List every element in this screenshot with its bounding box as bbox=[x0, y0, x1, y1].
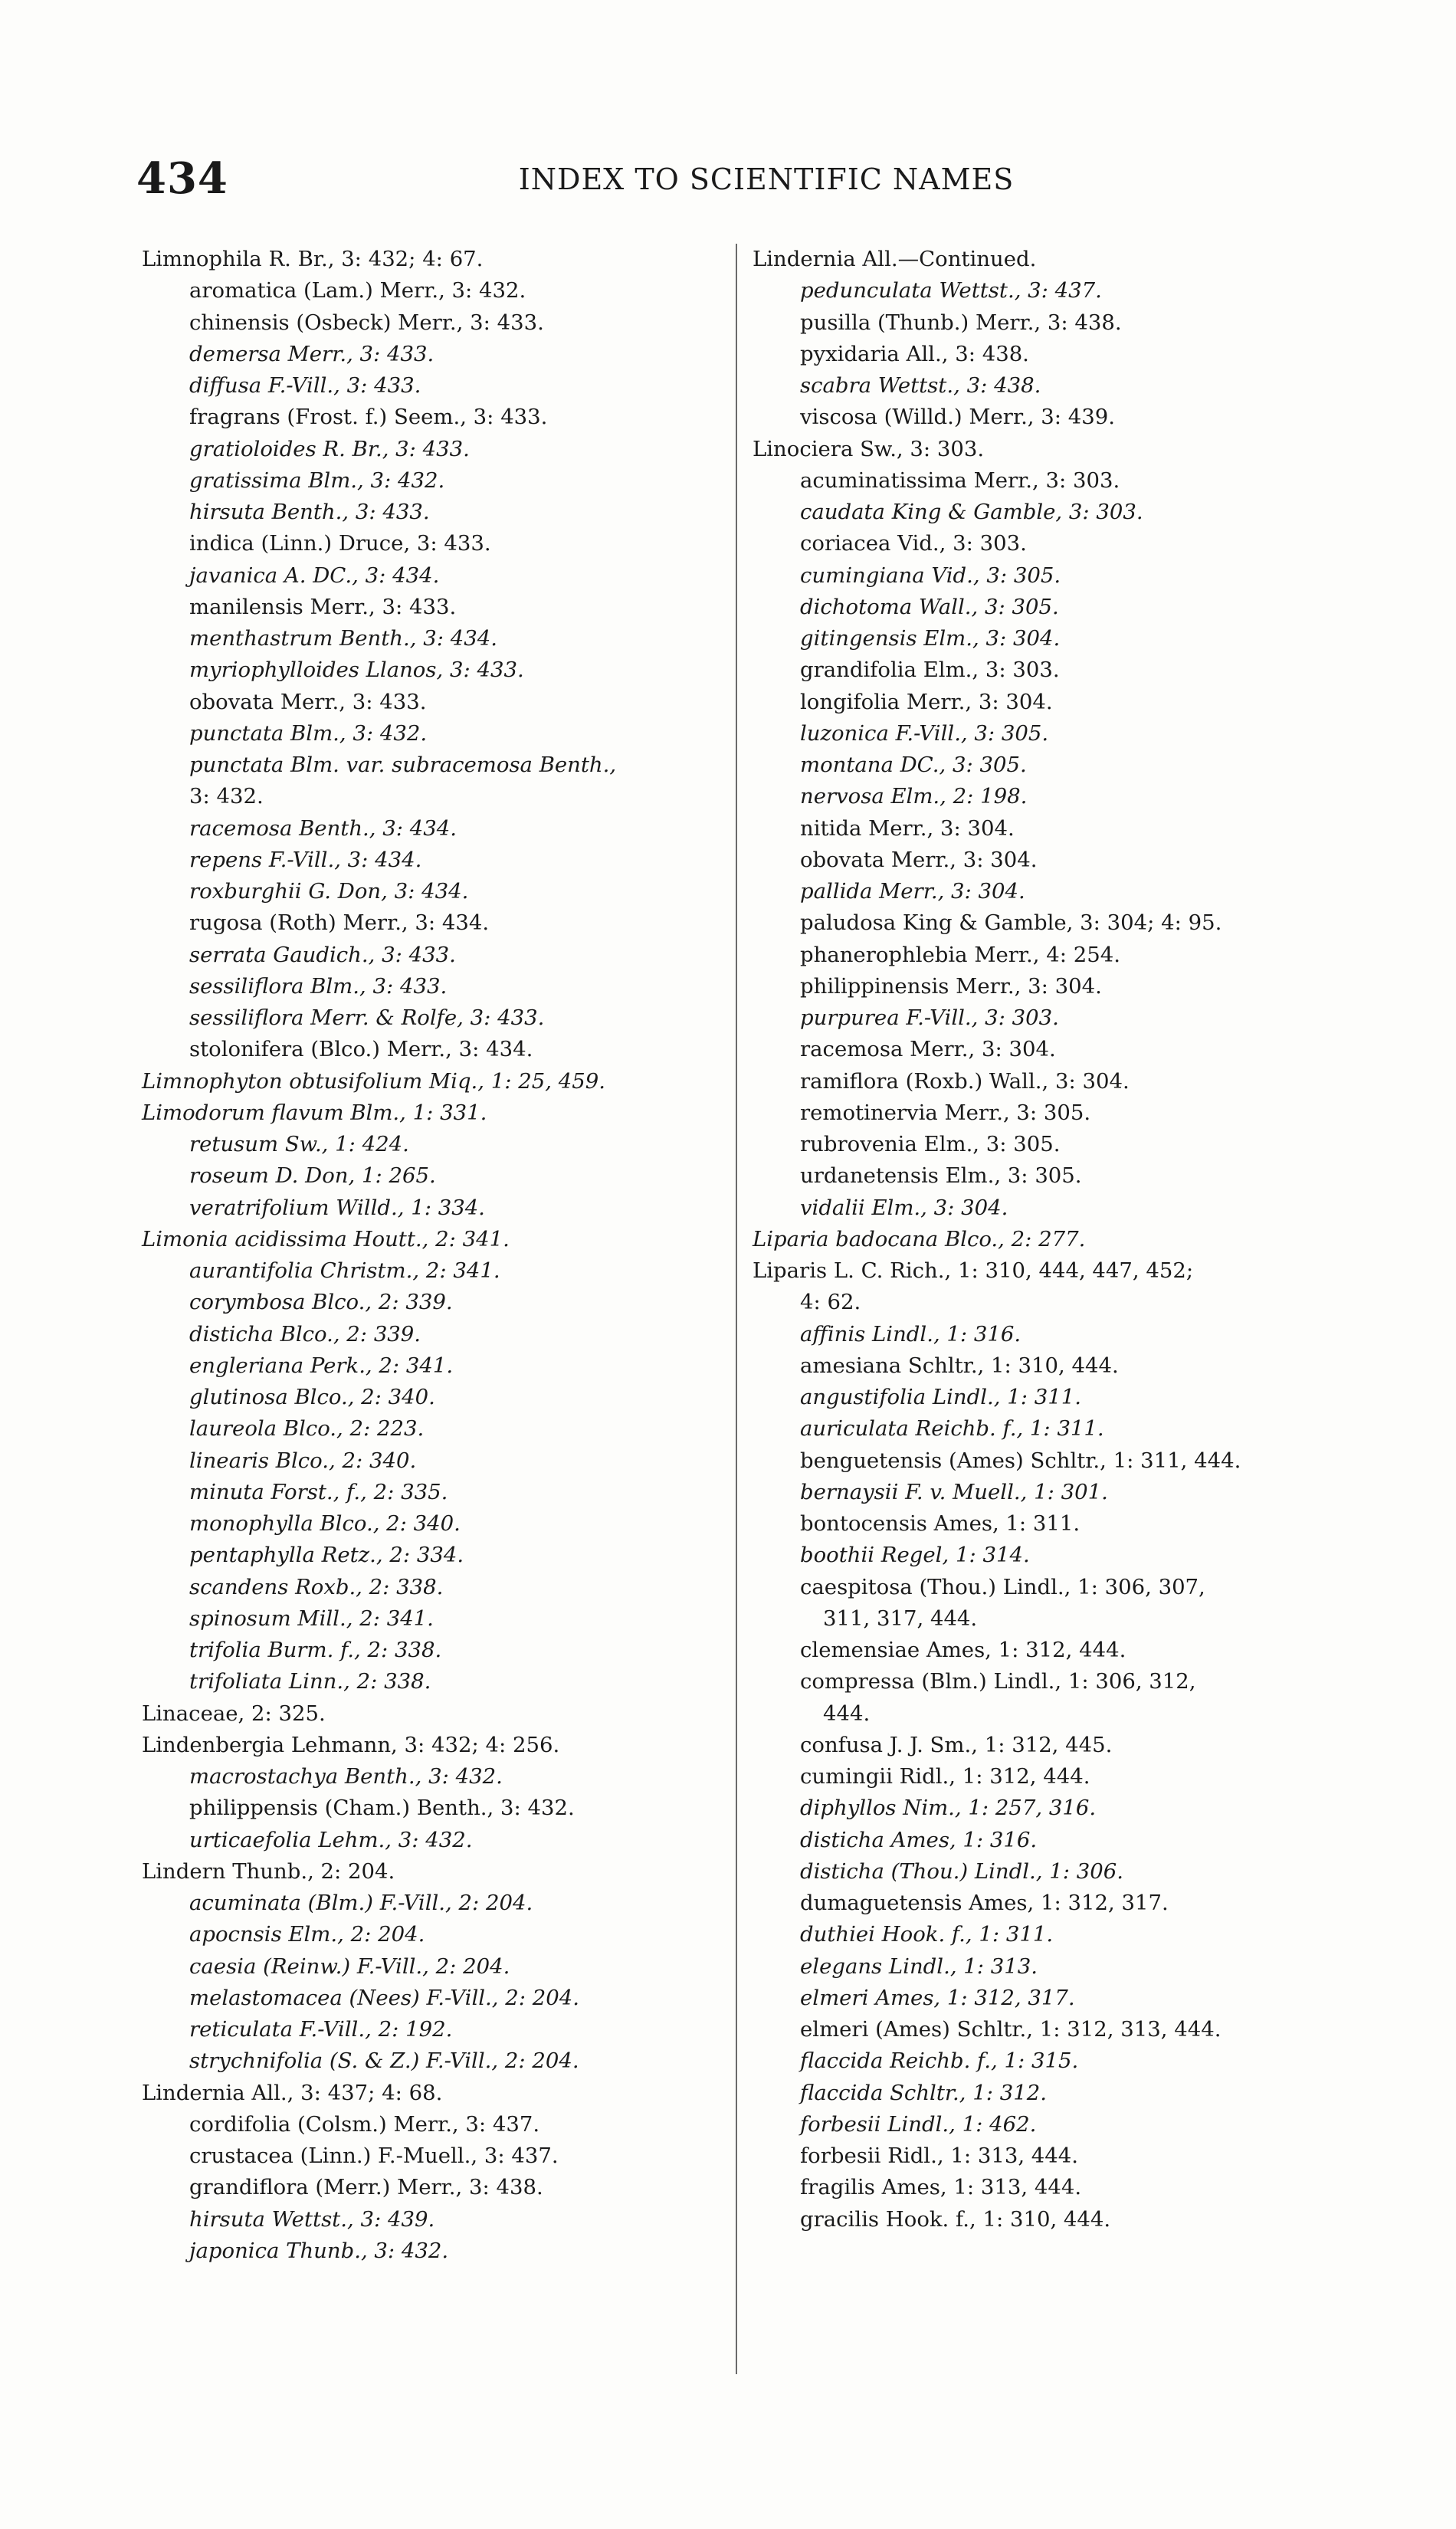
index-subentry: confusa J. J. Sm., 1: 312, 445. bbox=[800, 1732, 1113, 1757]
index-subentry: serrata Gaudich., 3: 433. bbox=[189, 942, 456, 967]
index-subentry: aurantifolia Christm., 2: 341. bbox=[189, 1258, 500, 1283]
index-subentry: monophylla Blco., 2: 340. bbox=[189, 1511, 461, 1536]
index-subentry: elmeri (Ames) Schltr., 1: 312, 313, 444. bbox=[800, 2017, 1222, 2042]
index-subentry: dichotoma Wall., 3: 305. bbox=[800, 594, 1059, 619]
index-subentry: montana DC., 3: 305. bbox=[800, 753, 1027, 777]
index-subentry: luzonica F.-Vill., 3: 305. bbox=[800, 720, 1049, 746]
index-subentry: vidalii Elm., 3: 304. bbox=[800, 1195, 1008, 1220]
index-subentry: gitingensis Elm., 3: 304. bbox=[800, 626, 1061, 651]
index-subentry: affinis Lindl., 1: 316. bbox=[800, 1321, 1021, 1347]
index-subentry: rugosa (Roth) Merr., 3: 434. bbox=[189, 910, 490, 936]
index-subentry: gracilis Hook. f., 1: 310, 444. bbox=[800, 2206, 1111, 2232]
index-subentry: sessiliflora Merr. & Rolfe, 3: 433. bbox=[189, 1005, 545, 1030]
index-subentry: cumingiana Vid., 3: 305. bbox=[800, 563, 1061, 588]
index-subentry: boothii Regel, 1: 314. bbox=[800, 1543, 1030, 1568]
index-subentry: sessiliflora Blm., 3: 433. bbox=[189, 973, 448, 999]
index-subentry: gratioloides R. Br., 3: 433. bbox=[189, 436, 470, 461]
index-subentry: hirsuta Benth., 3: 433. bbox=[189, 500, 430, 524]
index-subentry: diphyllos Nim., 1: 257, 316. bbox=[800, 1796, 1097, 1821]
index-subentry: philippinensis Merr., 3: 304. bbox=[800, 973, 1102, 999]
index-subentry: urdanetensis Elm., 3: 305. bbox=[800, 1163, 1082, 1189]
index-subentry: indica (Linn.) Druce, 3: 433. bbox=[189, 531, 491, 556]
index-subentry: trifolia Burm. f., 2: 338. bbox=[189, 1638, 442, 1662]
index-subentry: pusilla (Thunb.) Merr., 3: 438. bbox=[800, 310, 1122, 335]
index-subentry: javanica A. DC., 3: 434. bbox=[189, 563, 440, 588]
index-subentry: disticha Blco., 2: 339. bbox=[189, 1321, 421, 1347]
index-entry: Liparia badocana Blco., 2: 277. bbox=[753, 1226, 1086, 1251]
index-subentry: minuta Forst., f., 2: 335. bbox=[189, 1479, 448, 1504]
index-subentry: obovata Merr., 3: 304. bbox=[800, 847, 1038, 872]
index-subentry: viscosa (Willd.) Merr., 3: 439. bbox=[800, 405, 1116, 430]
index-subentry: longifolia Merr., 3: 304. bbox=[800, 689, 1053, 714]
index-subentry: 311, 317, 444. bbox=[823, 1606, 978, 1631]
index-subentry: bernaysii F. v. Muell., 1: 301. bbox=[800, 1479, 1108, 1504]
index-subentry: aromatica (Lam.) Merr., 3: 432. bbox=[189, 278, 526, 303]
index-entry: Linociera Sw., 3: 303. bbox=[753, 436, 985, 461]
index-subentry: apocnsis Elm., 2: 204. bbox=[189, 1922, 425, 1947]
index-subentry: roxburghii G. Don, 3: 434. bbox=[189, 879, 469, 904]
index-entry: Liparis L. C. Rich., 1: 310, 444, 447, 452; bbox=[753, 1258, 1194, 1283]
page-number: 434 bbox=[136, 153, 228, 204]
index-subentry: flaccida Reichb. f., 1: 315. bbox=[800, 2048, 1079, 2074]
index-subentry: elmeri Ames, 1: 312, 317. bbox=[800, 1985, 1075, 2010]
index-subentry: 3: 432. bbox=[189, 784, 264, 809]
index-subentry: forbesii Lindl., 1: 462. bbox=[800, 2111, 1037, 2137]
index-subentry: linearis Blco., 2: 340. bbox=[189, 1448, 417, 1473]
index-subentry: veratrifolium Willd., 1: 334. bbox=[189, 1195, 485, 1220]
index-subentry: punctata Blm. var. subracemosa Benth., bbox=[189, 753, 617, 777]
index-subentry: grandiflora (Merr.) Merr., 3: 438. bbox=[189, 2175, 543, 2200]
index-subentry: remotinervia Merr., 3: 305. bbox=[800, 1100, 1091, 1125]
index-subentry: glutinosa Blco., 2: 340. bbox=[189, 1385, 435, 1409]
index-subentry: flaccida Schltr., 1: 312. bbox=[800, 2080, 1047, 2105]
index-entry: Lindernia All.—Continued. bbox=[753, 247, 1037, 271]
index-column-right bbox=[753, 244, 1343, 2235]
index-subentry: myriophylloides Llanos, 3: 433. bbox=[189, 658, 524, 683]
index-subentry: engleriana Perk., 2: 341. bbox=[189, 1353, 454, 1378]
index-subentry: caespitosa (Thou.) Lindl., 1: 306, 307, bbox=[800, 1574, 1205, 1599]
index-subentry: clemensiae Ames, 1: 312, 444. bbox=[800, 1638, 1126, 1662]
index-subentry: grandifolia Elm., 3: 303. bbox=[800, 658, 1060, 683]
running-head: INDEX TO SCIENTIFIC NAMES bbox=[518, 162, 1015, 196]
index-subentry: purpurea F.-Vill., 3: 303. bbox=[800, 1005, 1059, 1030]
index-subentry: urticaefolia Lehm., 3: 432. bbox=[189, 1827, 473, 1852]
index-subentry: strychnifolia (S. & Z.) F.-Vill., 2: 204. bbox=[189, 2048, 579, 2074]
index-subentry: acuminata (Blm.) F.-Vill., 2: 204. bbox=[189, 1891, 533, 1915]
index-entry: Lindenbergia Lehmann, 3: 432; 4: 256. bbox=[142, 1732, 560, 1757]
column-divider bbox=[736, 244, 737, 2374]
index-entry: Lindernia All., 3: 437; 4: 68. bbox=[142, 2080, 443, 2105]
index-subentry: japonica Thunb., 3: 432. bbox=[189, 2238, 449, 2263]
index-entry: Limodorum flavum Blm., 1: 331. bbox=[142, 1100, 487, 1125]
index-subentry: cumingii Ridl., 1: 312, 444. bbox=[800, 1764, 1090, 1789]
index-subentry: disticha Ames, 1: 316. bbox=[800, 1827, 1038, 1852]
index-entry: Linaceae, 2: 325. bbox=[142, 1701, 326, 1726]
index-subentry: diffusa F.-Vill., 3: 433. bbox=[189, 373, 421, 398]
index-subentry: disticha (Thou.) Lindl., 1: 306. bbox=[800, 1858, 1123, 1884]
index-subentry: pedunculata Wettst., 3: 437. bbox=[800, 278, 1102, 303]
index-subentry: scabra Wettst., 3: 438. bbox=[800, 373, 1041, 398]
index-subentry: coriacea Vid., 3: 303. bbox=[800, 531, 1027, 556]
index-subentry: pallida Merr., 3: 304. bbox=[800, 879, 1025, 904]
index-subentry: crustacea (Linn.) F.-Muell., 3: 437. bbox=[189, 2144, 559, 2168]
index-subentry: nervosa Elm., 2: 198. bbox=[800, 784, 1028, 809]
index-subentry: repens F.-Vill., 3: 434. bbox=[189, 847, 422, 872]
index-subentry: roseum D. Don, 1: 265. bbox=[189, 1163, 436, 1189]
index-entry: Lindern Thunb., 2: 204. bbox=[142, 1858, 395, 1884]
index-subentry: phanerophlebia Merr., 4: 254. bbox=[800, 942, 1120, 967]
index-subentry: dumaguetensis Ames, 1: 312, 317. bbox=[800, 1891, 1169, 1915]
index-subentry: pyxidaria All., 3: 438. bbox=[800, 341, 1029, 366]
index-subentry: compressa (Blm.) Lindl., 1: 306, 312, bbox=[800, 1669, 1196, 1694]
index-subentry: pentaphylla Retz., 2: 334. bbox=[189, 1543, 464, 1568]
index-subentry: paludosa King & Gamble, 3: 304; 4: 95. bbox=[800, 910, 1222, 936]
index-subentry: menthastrum Benth., 3: 434. bbox=[189, 626, 497, 651]
index-subentry: chinensis (Osbeck) Merr., 3: 433. bbox=[189, 310, 544, 335]
index-subentry: benguetensis (Ames) Schltr., 1: 311, 444. bbox=[800, 1448, 1241, 1473]
index-subentry: rubrovenia Elm., 3: 305. bbox=[800, 1132, 1061, 1156]
index-subentry: auriculata Reichb. f., 1: 311. bbox=[800, 1416, 1104, 1442]
index-subentry: philippensis (Cham.) Benth., 3: 432. bbox=[189, 1796, 575, 1821]
index-subentry: scandens Roxb., 2: 338. bbox=[189, 1574, 444, 1599]
index-subentry: 444. bbox=[823, 1701, 871, 1726]
index-subentry: spinosum Mill., 2: 341. bbox=[189, 1606, 434, 1631]
index-subentry: caudata King & Gamble, 3: 303. bbox=[800, 500, 1143, 524]
index-subentry: ramiflora (Roxb.) Wall., 3: 304. bbox=[800, 1068, 1130, 1094]
index-subentry: duthiei Hook. f., 1: 311. bbox=[800, 1922, 1054, 1947]
index-subentry: bontocensis Ames, 1: 311. bbox=[800, 1511, 1081, 1536]
index-subentry: caesia (Reinw.) F.-Vill., 2: 204. bbox=[189, 1953, 510, 1979]
index-subentry: forbesii Ridl., 1: 313, 444. bbox=[800, 2144, 1079, 2168]
index-entry: Limnophila R. Br., 3: 432; 4: 67. bbox=[142, 247, 484, 271]
index-subentry: racemosa Benth., 3: 434. bbox=[189, 815, 457, 841]
index-subentry: retusum Sw., 1: 424. bbox=[189, 1132, 409, 1156]
index-subentry: punctata Blm., 3: 432. bbox=[189, 720, 428, 746]
index-subentry: demersa Merr., 3: 433. bbox=[189, 341, 435, 366]
index-subentry: trifoliata Linn., 2: 338. bbox=[189, 1669, 431, 1694]
index-entry: Limonia acidissima Houtt., 2: 341. bbox=[142, 1226, 510, 1251]
index-subentry: laureola Blco., 2: 223. bbox=[189, 1416, 425, 1442]
index-subentry: fragilis Ames, 1: 313, 444. bbox=[800, 2175, 1082, 2200]
index-subentry: 4: 62. bbox=[800, 1290, 861, 1315]
index-subentry: macrostachya Benth., 3: 432. bbox=[189, 1764, 503, 1789]
index-subentry: obovata Merr., 3: 433. bbox=[189, 689, 427, 714]
index-subentry: corymbosa Blco., 2: 339. bbox=[189, 1290, 453, 1315]
index-subentry: amesiana Schltr., 1: 310, 444. bbox=[800, 1353, 1119, 1378]
index-subentry: stolonifera (Blco.) Merr., 3: 434. bbox=[189, 1037, 533, 1062]
index-subentry: reticulata F.-Vill., 2: 192. bbox=[189, 2017, 453, 2042]
index-subentry: hirsuta Wettst., 3: 439. bbox=[189, 2206, 435, 2232]
index-subentry: fragrans (Frost. f.) Seem., 3: 433. bbox=[189, 405, 548, 430]
index-subentry: angustifolia Lindl., 1: 311. bbox=[800, 1385, 1081, 1409]
index-subentry: melastomacea (Nees) F.-Vill., 2: 204. bbox=[189, 1985, 580, 2010]
index-subentry: elegans Lindl., 1: 313. bbox=[800, 1953, 1038, 1979]
index-subentry: manilensis Merr., 3: 433. bbox=[189, 594, 457, 619]
index-entry: Limnophyton obtusifolium Miq., 1: 25, 459. bbox=[142, 1068, 605, 1094]
index-subentry: racemosa Merr., 3: 304. bbox=[800, 1037, 1056, 1062]
index-subentry: nitida Merr., 3: 304. bbox=[800, 815, 1015, 841]
index-subentry: cordifolia (Colsm.) Merr., 3: 437. bbox=[189, 2111, 540, 2137]
index-subentry: acuminatissima Merr., 3: 303. bbox=[800, 467, 1120, 493]
index-column-left bbox=[142, 244, 724, 2267]
index-subentry: gratissima Blm., 3: 432. bbox=[189, 467, 445, 493]
